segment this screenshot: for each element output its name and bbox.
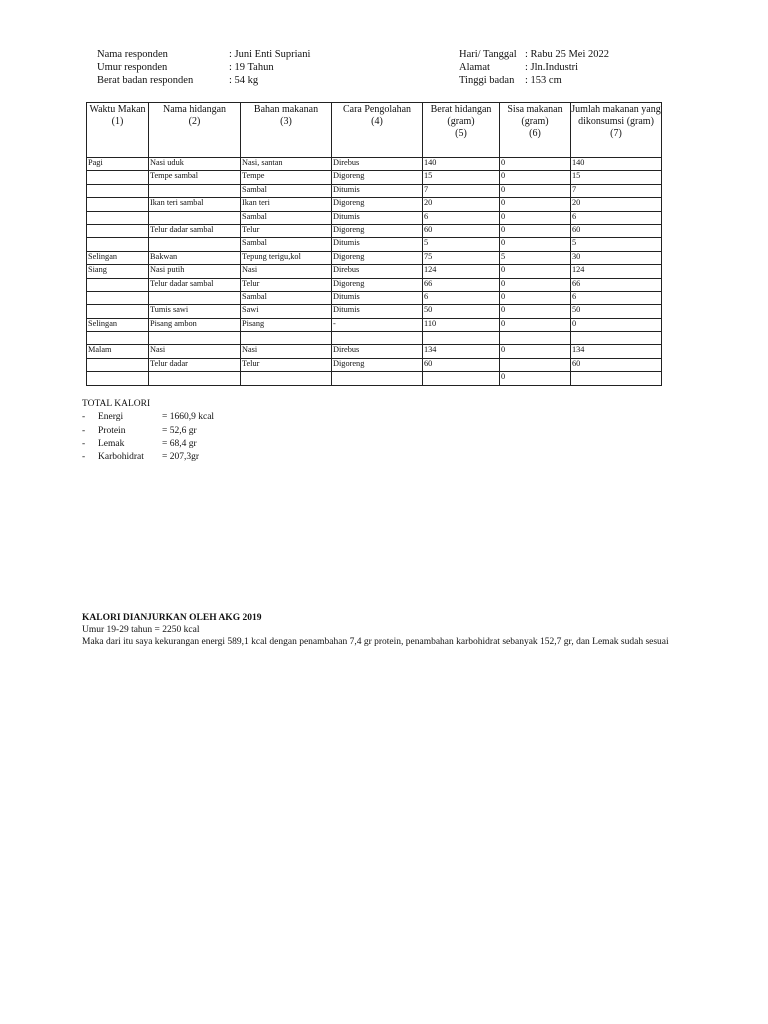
table-cell: Direbus xyxy=(332,265,423,278)
table-row xyxy=(87,291,662,304)
table-row xyxy=(87,158,662,171)
table-cell xyxy=(87,211,149,224)
table-cell: Tempe xyxy=(241,171,332,184)
total-item xyxy=(82,425,214,438)
food-recall-table xyxy=(86,102,662,386)
table-row xyxy=(87,278,662,291)
table-cell: 5 xyxy=(500,251,571,264)
table-cell xyxy=(149,184,241,197)
nutrient-value: = 207,3gr xyxy=(162,452,200,463)
address-row xyxy=(459,61,609,74)
table-cell: 110 xyxy=(423,318,500,331)
bullet-dash: - xyxy=(82,452,86,463)
table-row xyxy=(87,305,662,318)
table-cell: 0 xyxy=(500,372,571,385)
table-cell xyxy=(241,372,332,385)
table-cell xyxy=(87,198,149,211)
total-item xyxy=(82,411,214,424)
recommendation-conclusion: Maka dari itu saya kekurangan energi 589,1 kcal dengan penambahan 7,4 gr protein, penambahan karbohidrat sebanyak 152,7 gr, dan Lemak sudah sesuai xyxy=(82,637,669,647)
table-row xyxy=(87,171,662,184)
table-cell: 124 xyxy=(571,265,662,278)
table-cell: 0 xyxy=(500,305,571,318)
table-cell: 0 xyxy=(500,158,571,171)
column-header xyxy=(149,103,241,158)
table-cell: 0 xyxy=(500,318,571,331)
total-title: TOTAL KALORI xyxy=(82,399,151,409)
table-cell: 0 xyxy=(500,211,571,224)
table-cell xyxy=(500,358,571,371)
table-row xyxy=(87,198,662,211)
table-cell: Tempe sambal xyxy=(149,171,241,184)
table-cell: Bakwan xyxy=(149,251,241,264)
column-header xyxy=(332,103,423,158)
table-cell: Ikan teri xyxy=(241,198,332,211)
nutrient-value: = 1660,9 kcal xyxy=(162,412,215,423)
table-cell: Digoreng xyxy=(332,278,423,291)
respondent-weight-row xyxy=(97,74,310,87)
total-calories xyxy=(82,398,214,464)
column-label: Cara Pengolahan xyxy=(342,104,412,115)
table-row xyxy=(87,372,662,385)
table-cell: 6 xyxy=(571,211,662,224)
table-cell: 60 xyxy=(423,224,500,237)
table-row xyxy=(87,332,662,345)
table-cell: 140 xyxy=(571,158,662,171)
table-cell: 0 xyxy=(500,238,571,251)
table-row xyxy=(87,211,662,224)
table-cell: 140 xyxy=(423,158,500,171)
table-cell: 0 xyxy=(500,265,571,278)
table-cell: 60 xyxy=(423,358,500,371)
total-item xyxy=(82,451,214,464)
table-cell: Tumis sawi xyxy=(149,305,241,318)
table-cell: 0 xyxy=(500,171,571,184)
table-cell: Pisang xyxy=(241,318,332,331)
table-cell: Tepung terigu,kol xyxy=(241,251,332,264)
table-cell: Ikan teri sambal xyxy=(149,198,241,211)
table-cell: 0 xyxy=(571,318,662,331)
table-header xyxy=(87,103,662,158)
column-number: (3) xyxy=(280,116,292,127)
column-number: (5) xyxy=(455,128,467,139)
column-label: Jumlah makanan yang dikonsumsi (gram) xyxy=(571,104,661,127)
column-number: (7) xyxy=(610,128,622,139)
table-cell: Siang xyxy=(87,265,149,278)
table-cell: 5 xyxy=(571,238,662,251)
table-cell xyxy=(571,332,662,345)
table-cell: Direbus xyxy=(332,345,423,358)
table-cell: Pagi xyxy=(87,158,149,171)
table-cell: Telur dadar sambal xyxy=(149,224,241,237)
column-number: (1) xyxy=(111,116,124,127)
table-cell: Sambal xyxy=(241,184,332,197)
field-label: Berat badan responden xyxy=(97,75,194,86)
nutrient-value: = 68,4 gr xyxy=(162,438,197,449)
table-cell: 0 xyxy=(500,278,571,291)
field-value: : 153 cm xyxy=(525,75,562,86)
table-cell xyxy=(149,372,241,385)
table-cell: 30 xyxy=(571,251,662,264)
field-value: : Jln.Industri xyxy=(525,62,579,73)
table-cell: 20 xyxy=(423,198,500,211)
table-cell: Selingan xyxy=(87,318,149,331)
table-cell: 7 xyxy=(571,184,662,197)
column-label: Nama hidangan xyxy=(162,104,227,115)
table-cell: 0 xyxy=(500,184,571,197)
bullet-dash: - xyxy=(82,425,86,436)
column-label: Berat hidangan (gram) xyxy=(430,104,492,127)
table-cell xyxy=(87,372,149,385)
table-cell: 0 xyxy=(500,291,571,304)
table-cell: Nasi putih xyxy=(149,265,241,278)
table-cell xyxy=(332,332,423,345)
table-cell xyxy=(87,305,149,318)
table-cell xyxy=(149,332,241,345)
table-cell: 50 xyxy=(571,305,662,318)
column-label: Waktu Makan xyxy=(89,104,146,115)
total-item xyxy=(82,438,214,451)
table-body xyxy=(87,158,662,386)
table-cell: 0 xyxy=(500,345,571,358)
field-label: Alamat xyxy=(459,62,490,73)
table-cell: Sawi xyxy=(241,305,332,318)
table-row xyxy=(87,358,662,371)
table-row xyxy=(87,345,662,358)
table-cell: - xyxy=(332,318,423,331)
respondent-name-row xyxy=(97,48,310,61)
bullet-dash: - xyxy=(82,438,86,449)
table-cell: 20 xyxy=(571,198,662,211)
table-cell xyxy=(87,358,149,371)
table-cell: 5 xyxy=(423,238,500,251)
recommendation-line: Umur 19-29 tahun = 2250 kcal xyxy=(82,625,200,635)
table-cell xyxy=(87,278,149,291)
table-cell xyxy=(149,211,241,224)
table-cell: 15 xyxy=(423,171,500,184)
table-cell: Ditumis xyxy=(332,238,423,251)
table-cell: 66 xyxy=(571,278,662,291)
table-cell: 7 xyxy=(423,184,500,197)
table-cell: Telur xyxy=(241,224,332,237)
table-cell: Digoreng xyxy=(332,171,423,184)
bullet-dash: - xyxy=(82,412,86,423)
table-cell: Nasi xyxy=(241,265,332,278)
table-cell: 134 xyxy=(571,345,662,358)
table-row xyxy=(87,318,662,331)
table-cell: 15 xyxy=(571,171,662,184)
table-cell xyxy=(87,332,149,345)
table-cell xyxy=(87,184,149,197)
table-cell xyxy=(87,291,149,304)
table-cell: Nasi xyxy=(149,345,241,358)
recommendation-section xyxy=(82,612,722,648)
column-label: Sisa makanan (gram) xyxy=(507,104,563,127)
table-cell: Malam xyxy=(87,345,149,358)
table-cell: 75 xyxy=(423,251,500,264)
table-cell xyxy=(149,291,241,304)
column-label: Bahan makanan xyxy=(253,104,319,115)
table-cell xyxy=(571,372,662,385)
table-cell: 66 xyxy=(423,278,500,291)
table-cell: Nasi, santan xyxy=(241,158,332,171)
table-cell: Ditumis xyxy=(332,291,423,304)
table-cell: Telur dadar xyxy=(149,358,241,371)
table-cell: 6 xyxy=(571,291,662,304)
field-value: : 19 Tahun xyxy=(229,62,274,73)
table-cell: Ditumis xyxy=(332,211,423,224)
table-row xyxy=(87,265,662,278)
nutrient-name: Lemak xyxy=(98,438,125,449)
nutrient-name: Protein xyxy=(98,425,126,436)
field-label: Hari/ Tanggal xyxy=(459,49,517,60)
column-header xyxy=(571,103,662,158)
table-row xyxy=(87,224,662,237)
table-cell: Telur dadar sambal xyxy=(149,278,241,291)
table-cell: Nasi xyxy=(241,345,332,358)
field-label: Umur responden xyxy=(97,62,168,73)
table-cell: Digoreng xyxy=(332,251,423,264)
table-cell: Telur xyxy=(241,278,332,291)
table-cell: Ditumis xyxy=(332,184,423,197)
table-cell: 0 xyxy=(500,224,571,237)
field-label: Nama responden xyxy=(97,49,168,60)
table-cell: Digoreng xyxy=(332,198,423,211)
table-cell xyxy=(87,171,149,184)
respondent-age-row xyxy=(97,61,310,74)
table-cell: Selingan xyxy=(87,251,149,264)
table-cell: 60 xyxy=(571,358,662,371)
table-row xyxy=(87,251,662,264)
nutrient-name: Karbohidrat xyxy=(98,452,144,463)
table-cell: 60 xyxy=(571,224,662,237)
table-cell: Pisang ambon xyxy=(149,318,241,331)
table-cell xyxy=(423,332,500,345)
column-number: (2) xyxy=(188,116,201,127)
table-cell: Direbus xyxy=(332,158,423,171)
respondent-info xyxy=(97,48,310,87)
date-row xyxy=(459,48,609,61)
table-cell: Ditumis xyxy=(332,305,423,318)
table-row xyxy=(87,184,662,197)
table-cell: 6 xyxy=(423,291,500,304)
table-cell xyxy=(87,238,149,251)
table-cell xyxy=(423,372,500,385)
field-value: : 54 kg xyxy=(229,75,259,86)
field-value: : Rabu 25 Mei 2022 xyxy=(525,49,609,60)
table-cell: 134 xyxy=(423,345,500,358)
nutrient-name: Energi xyxy=(98,412,124,423)
field-label: Tinggi badan xyxy=(459,75,515,86)
table-cell: 50 xyxy=(423,305,500,318)
table-cell: 124 xyxy=(423,265,500,278)
column-header xyxy=(500,103,571,158)
table-cell: 6 xyxy=(423,211,500,224)
column-header xyxy=(241,103,332,158)
column-number: (6) xyxy=(529,128,541,139)
table-cell: Digoreng xyxy=(332,224,423,237)
table-cell xyxy=(332,372,423,385)
nutrient-value: = 52,6 gr xyxy=(162,425,197,436)
table-cell: Sambal xyxy=(241,211,332,224)
table-cell xyxy=(87,224,149,237)
table-cell: Digoreng xyxy=(332,358,423,371)
table-cell: Telur xyxy=(241,358,332,371)
column-number: (4) xyxy=(371,116,383,127)
table-cell xyxy=(500,332,571,345)
table-cell: Sambal xyxy=(241,291,332,304)
field-value: : Juni Enti Supriani xyxy=(229,49,311,60)
table-row xyxy=(87,238,662,251)
date-info xyxy=(459,48,609,87)
height-row xyxy=(459,74,609,87)
recommendation-title: KALORI DIANJURKAN OLEH AKG 2019 xyxy=(82,613,262,623)
column-header xyxy=(423,103,500,158)
table-cell: 0 xyxy=(500,198,571,211)
column-header xyxy=(87,103,149,158)
table-cell xyxy=(241,332,332,345)
table-cell xyxy=(149,238,241,251)
table-cell: Nasi uduk xyxy=(149,158,241,171)
table-cell: Sambal xyxy=(241,238,332,251)
